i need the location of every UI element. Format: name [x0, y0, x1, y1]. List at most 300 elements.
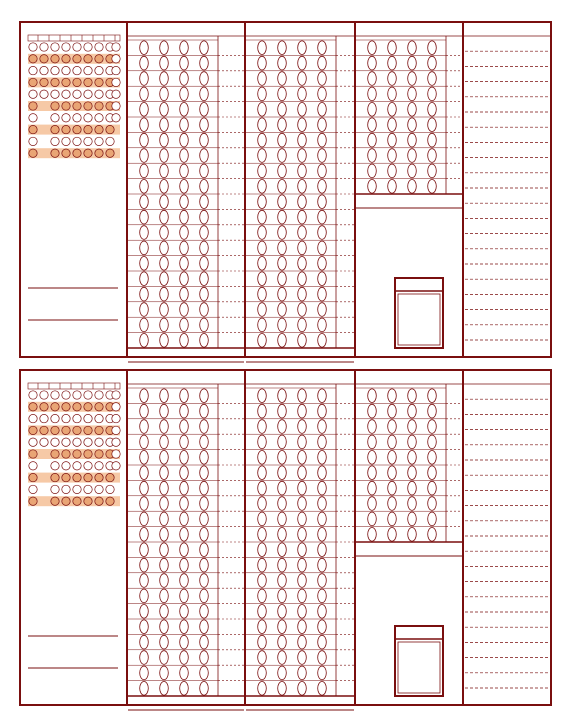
choice-bubble[interactable] [428, 118, 437, 132]
choice-bubble[interactable] [160, 528, 169, 542]
mark-bubble[interactable] [95, 403, 103, 411]
choice-bubble[interactable] [140, 303, 149, 317]
choice-bubble[interactable] [278, 41, 287, 55]
choice-bubble[interactable] [318, 682, 327, 696]
choice-bubble[interactable] [140, 334, 149, 348]
choice-bubble[interactable] [278, 420, 287, 434]
choice-bubble[interactable] [318, 466, 327, 480]
choice-bubble[interactable] [258, 682, 267, 696]
choice-bubble[interactable] [258, 164, 267, 178]
mark-bubble[interactable] [62, 43, 70, 51]
choice-bubble[interactable] [160, 389, 169, 403]
mark-bubble[interactable] [29, 55, 37, 63]
choice-bubble[interactable] [258, 451, 267, 465]
choice-bubble[interactable] [318, 195, 327, 209]
choice-bubble[interactable] [388, 435, 397, 449]
choice-bubble[interactable] [368, 389, 377, 403]
choice-bubble[interactable] [278, 451, 287, 465]
choice-bubble[interactable] [200, 512, 209, 526]
choice-bubble[interactable] [258, 287, 267, 301]
mark-bubble[interactable] [73, 125, 81, 133]
choice-bubble[interactable] [140, 666, 149, 680]
choice-bubble[interactable] [318, 334, 327, 348]
choice-bubble[interactable] [388, 164, 397, 178]
choice-bubble[interactable] [140, 466, 149, 480]
mark-bubble[interactable] [95, 149, 103, 157]
mark-bubble[interactable] [29, 102, 37, 110]
choice-bubble[interactable] [278, 87, 287, 101]
choice-bubble[interactable] [160, 497, 169, 511]
mark-bubble[interactable] [40, 66, 48, 74]
choice-bubble[interactable] [200, 682, 209, 696]
choice-bubble[interactable] [160, 103, 169, 117]
mark-bubble[interactable] [29, 137, 37, 145]
choice-bubble[interactable] [258, 41, 267, 55]
choice-bubble[interactable] [180, 103, 189, 117]
mark-bubble[interactable] [84, 137, 92, 145]
choice-bubble[interactable] [298, 528, 307, 542]
choice-bubble[interactable] [258, 481, 267, 495]
choice-bubble[interactable] [200, 303, 209, 317]
choice-bubble[interactable] [160, 404, 169, 418]
choice-bubble[interactable] [318, 651, 327, 665]
choice-bubble[interactable] [298, 466, 307, 480]
choice-bubble[interactable] [258, 497, 267, 511]
mark-bubble[interactable] [51, 403, 59, 411]
mark-bubble[interactable] [29, 90, 37, 98]
mark-bubble[interactable] [84, 90, 92, 98]
mark-bubble[interactable] [62, 403, 70, 411]
choice-bubble[interactable] [140, 195, 149, 209]
choice-bubble[interactable] [368, 404, 377, 418]
choice-bubble[interactable] [180, 118, 189, 132]
choice-bubble[interactable] [278, 528, 287, 542]
choice-bubble[interactable] [318, 56, 327, 70]
choice-bubble[interactable] [140, 605, 149, 619]
mark-bubble[interactable] [95, 114, 103, 122]
mark-bubble[interactable] [73, 497, 81, 505]
choice-bubble[interactable] [278, 435, 287, 449]
choice-bubble[interactable] [388, 404, 397, 418]
choice-bubble[interactable] [180, 56, 189, 70]
choice-bubble[interactable] [200, 334, 209, 348]
choice-bubble[interactable] [160, 180, 169, 194]
choice-bubble[interactable] [408, 41, 417, 55]
choice-bubble[interactable] [180, 404, 189, 418]
choice-bubble[interactable] [318, 41, 327, 55]
choice-bubble[interactable] [428, 180, 437, 194]
choice-bubble[interactable] [180, 512, 189, 526]
mark-bubble[interactable] [84, 43, 92, 51]
choice-bubble[interactable] [318, 635, 327, 649]
mark-bubble[interactable] [62, 497, 70, 505]
choice-bubble[interactable] [368, 497, 377, 511]
choice-bubble[interactable] [180, 466, 189, 480]
choice-bubble[interactable] [200, 41, 209, 55]
choice-bubble[interactable] [140, 635, 149, 649]
choice-bubble[interactable] [258, 589, 267, 603]
mark-bubble[interactable] [40, 43, 48, 51]
choice-bubble[interactable] [298, 56, 307, 70]
choice-bubble[interactable] [140, 389, 149, 403]
choice-bubble[interactable] [200, 481, 209, 495]
mark-bubble[interactable] [73, 78, 81, 86]
choice-bubble[interactable] [200, 435, 209, 449]
mark-bubble[interactable] [29, 78, 37, 86]
mark-bubble[interactable] [51, 137, 59, 145]
choice-bubble[interactable] [200, 404, 209, 418]
choice-bubble[interactable] [278, 512, 287, 526]
mark-bubble[interactable] [62, 462, 70, 470]
choice-bubble[interactable] [388, 56, 397, 70]
mark-bubble[interactable] [84, 414, 92, 422]
mark-bubble[interactable] [62, 66, 70, 74]
choice-bubble[interactable] [298, 164, 307, 178]
choice-bubble[interactable] [200, 389, 209, 403]
choice-bubble[interactable] [160, 589, 169, 603]
choice-bubble[interactable] [160, 118, 169, 132]
choice-bubble[interactable] [278, 149, 287, 163]
choice-bubble[interactable] [180, 87, 189, 101]
mark-bubble[interactable] [84, 114, 92, 122]
choice-bubble[interactable] [180, 303, 189, 317]
choice-bubble[interactable] [298, 287, 307, 301]
choice-bubble[interactable] [180, 149, 189, 163]
mark-bubble[interactable] [84, 426, 92, 434]
choice-bubble[interactable] [388, 389, 397, 403]
choice-bubble[interactable] [200, 543, 209, 557]
mark-bubble[interactable] [62, 114, 70, 122]
mark-bubble[interactable] [62, 473, 70, 481]
choice-bubble[interactable] [408, 420, 417, 434]
choice-bubble[interactable] [180, 210, 189, 224]
mark-bubble[interactable] [95, 43, 103, 51]
mark-bubble[interactable] [51, 426, 59, 434]
choice-bubble[interactable] [428, 451, 437, 465]
mark-bubble[interactable] [84, 497, 92, 505]
choice-bubble[interactable] [408, 404, 417, 418]
choice-bubble[interactable] [258, 420, 267, 434]
choice-bubble[interactable] [200, 318, 209, 332]
choice-bubble[interactable] [388, 528, 397, 542]
choice-bubble[interactable] [160, 635, 169, 649]
choice-bubble[interactable] [428, 87, 437, 101]
choice-bubble[interactable] [200, 226, 209, 240]
choice-bubble[interactable] [180, 180, 189, 194]
mark-bubble[interactable] [29, 391, 37, 399]
choice-bubble[interactable] [180, 287, 189, 301]
choice-bubble[interactable] [160, 574, 169, 588]
choice-bubble[interactable] [180, 497, 189, 511]
choice-bubble[interactable] [258, 72, 267, 86]
choice-bubble[interactable] [298, 41, 307, 55]
mark-bubble[interactable] [51, 497, 59, 505]
choice-bubble[interactable] [278, 210, 287, 224]
choice-bubble[interactable] [160, 605, 169, 619]
choice-bubble[interactable] [298, 404, 307, 418]
mark-bubble[interactable] [73, 90, 81, 98]
mark-bubble[interactable] [40, 403, 48, 411]
choice-bubble[interactable] [140, 543, 149, 557]
mark-bubble[interactable] [73, 462, 81, 470]
choice-bubble[interactable] [140, 512, 149, 526]
choice-bubble[interactable] [180, 272, 189, 286]
choice-bubble[interactable] [180, 389, 189, 403]
choice-bubble[interactable] [180, 558, 189, 572]
choice-bubble[interactable] [160, 666, 169, 680]
choice-bubble[interactable] [258, 226, 267, 240]
mark-bubble[interactable] [84, 66, 92, 74]
choice-bubble[interactable] [318, 605, 327, 619]
choice-bubble[interactable] [318, 497, 327, 511]
choice-bubble[interactable] [258, 210, 267, 224]
choice-bubble[interactable] [278, 272, 287, 286]
choice-bubble[interactable] [278, 481, 287, 495]
choice-bubble[interactable] [258, 651, 267, 665]
choice-bubble[interactable] [278, 103, 287, 117]
choice-bubble[interactable] [428, 435, 437, 449]
mark-bubble[interactable] [29, 43, 37, 51]
choice-bubble[interactable] [140, 420, 149, 434]
choice-bubble[interactable] [428, 56, 437, 70]
choice-bubble[interactable] [140, 87, 149, 101]
choice-bubble[interactable] [140, 272, 149, 286]
choice-bubble[interactable] [298, 420, 307, 434]
choice-bubble[interactable] [160, 651, 169, 665]
mark-bubble[interactable] [51, 66, 59, 74]
choice-bubble[interactable] [298, 226, 307, 240]
mark-bubble[interactable] [62, 149, 70, 157]
choice-bubble[interactable] [278, 635, 287, 649]
mark-bubble[interactable] [95, 414, 103, 422]
choice-bubble[interactable] [368, 56, 377, 70]
mark-bubble[interactable] [84, 462, 92, 470]
choice-bubble[interactable] [318, 241, 327, 255]
check-letter-bubble[interactable] [112, 426, 120, 434]
choice-bubble[interactable] [140, 404, 149, 418]
choice-bubble[interactable] [318, 87, 327, 101]
choice-bubble[interactable] [258, 87, 267, 101]
choice-bubble[interactable] [160, 543, 169, 557]
mark-bubble[interactable] [51, 485, 59, 493]
mark-bubble[interactable] [40, 78, 48, 86]
choice-bubble[interactable] [180, 226, 189, 240]
choice-bubble[interactable] [318, 589, 327, 603]
choice-bubble[interactable] [318, 226, 327, 240]
choice-bubble[interactable] [408, 528, 417, 542]
mark-bubble[interactable] [40, 414, 48, 422]
choice-bubble[interactable] [140, 574, 149, 588]
choice-bubble[interactable] [428, 72, 437, 86]
check-letter-bubble[interactable] [112, 90, 120, 98]
choice-bubble[interactable] [140, 682, 149, 696]
choice-bubble[interactable] [428, 164, 437, 178]
choice-bubble[interactable] [278, 287, 287, 301]
choice-bubble[interactable] [180, 682, 189, 696]
check-letter-bubble[interactable] [112, 462, 120, 470]
mark-bubble[interactable] [29, 462, 37, 470]
choice-bubble[interactable] [258, 620, 267, 634]
choice-bubble[interactable] [428, 512, 437, 526]
choice-bubble[interactable] [140, 241, 149, 255]
choice-bubble[interactable] [278, 466, 287, 480]
choice-bubble[interactable] [298, 149, 307, 163]
mark-bubble[interactable] [73, 102, 81, 110]
check-letter-bubble[interactable] [112, 43, 120, 51]
choice-bubble[interactable] [408, 118, 417, 132]
choice-bubble[interactable] [408, 512, 417, 526]
choice-bubble[interactable] [200, 257, 209, 271]
mark-bubble[interactable] [73, 137, 81, 145]
choice-bubble[interactable] [278, 195, 287, 209]
choice-bubble[interactable] [408, 87, 417, 101]
choice-bubble[interactable] [368, 420, 377, 434]
mark-bubble[interactable] [29, 426, 37, 434]
mark-bubble[interactable] [29, 438, 37, 446]
choice-bubble[interactable] [368, 481, 377, 495]
choice-bubble[interactable] [368, 41, 377, 55]
mark-bubble[interactable] [51, 450, 59, 458]
mark-bubble[interactable] [51, 438, 59, 446]
mark-bubble[interactable] [84, 149, 92, 157]
choice-bubble[interactable] [298, 133, 307, 147]
mark-bubble[interactable] [95, 66, 103, 74]
mark-bubble[interactable] [29, 114, 37, 122]
choice-bubble[interactable] [160, 682, 169, 696]
choice-bubble[interactable] [258, 528, 267, 542]
choice-bubble[interactable] [318, 389, 327, 403]
choice-bubble[interactable] [140, 589, 149, 603]
choice-bubble[interactable] [298, 180, 307, 194]
choice-bubble[interactable] [200, 635, 209, 649]
choice-bubble[interactable] [298, 651, 307, 665]
choice-bubble[interactable] [298, 435, 307, 449]
choice-bubble[interactable] [318, 481, 327, 495]
mark-bubble[interactable] [62, 90, 70, 98]
mark-bubble[interactable] [62, 426, 70, 434]
choice-bubble[interactable] [388, 451, 397, 465]
choice-bubble[interactable] [160, 620, 169, 634]
choice-bubble[interactable] [180, 451, 189, 465]
mark-bubble[interactable] [29, 485, 37, 493]
choice-bubble[interactable] [368, 180, 377, 194]
choice-bubble[interactable] [388, 87, 397, 101]
choice-bubble[interactable] [278, 589, 287, 603]
choice-bubble[interactable] [368, 435, 377, 449]
choice-bubble[interactable] [318, 164, 327, 178]
choice-bubble[interactable] [160, 87, 169, 101]
choice-bubble[interactable] [318, 666, 327, 680]
choice-bubble[interactable] [278, 257, 287, 271]
choice-bubble[interactable] [318, 543, 327, 557]
choice-bubble[interactable] [278, 164, 287, 178]
choice-bubble[interactable] [388, 103, 397, 117]
choice-bubble[interactable] [140, 497, 149, 511]
choice-bubble[interactable] [298, 574, 307, 588]
choice-bubble[interactable] [160, 318, 169, 332]
choice-bubble[interactable] [388, 497, 397, 511]
choice-bubble[interactable] [200, 420, 209, 434]
choice-bubble[interactable] [368, 528, 377, 542]
choice-bubble[interactable] [388, 118, 397, 132]
choice-bubble[interactable] [160, 512, 169, 526]
choice-bubble[interactable] [278, 226, 287, 240]
choice-bubble[interactable] [428, 528, 437, 542]
choice-bubble[interactable] [318, 272, 327, 286]
choice-bubble[interactable] [160, 149, 169, 163]
choice-bubble[interactable] [200, 56, 209, 70]
choice-bubble[interactable] [200, 180, 209, 194]
choice-bubble[interactable] [318, 574, 327, 588]
choice-bubble[interactable] [318, 133, 327, 147]
mark-bubble[interactable] [40, 90, 48, 98]
mark-bubble[interactable] [62, 391, 70, 399]
choice-bubble[interactable] [258, 558, 267, 572]
score-entry-field[interactable] [398, 642, 440, 693]
choice-bubble[interactable] [140, 103, 149, 117]
mark-bubble[interactable] [95, 450, 103, 458]
check-letter-bubble[interactable] [112, 391, 120, 399]
choice-bubble[interactable] [140, 164, 149, 178]
choice-bubble[interactable] [180, 318, 189, 332]
choice-bubble[interactable] [298, 303, 307, 317]
choice-bubble[interactable] [388, 149, 397, 163]
mark-bubble[interactable] [29, 414, 37, 422]
score-entry-field[interactable] [398, 294, 440, 345]
choice-bubble[interactable] [368, 164, 377, 178]
choice-bubble[interactable] [408, 56, 417, 70]
choice-bubble[interactable] [318, 103, 327, 117]
choice-bubble[interactable] [258, 389, 267, 403]
choice-bubble[interactable] [160, 435, 169, 449]
mark-bubble[interactable] [95, 462, 103, 470]
mark-bubble[interactable] [51, 55, 59, 63]
choice-bubble[interactable] [278, 574, 287, 588]
choice-bubble[interactable] [298, 451, 307, 465]
choice-bubble[interactable] [318, 435, 327, 449]
mark-bubble[interactable] [95, 137, 103, 145]
choice-bubble[interactable] [278, 682, 287, 696]
choice-bubble[interactable] [140, 620, 149, 634]
mark-bubble[interactable] [95, 55, 103, 63]
mark-bubble[interactable] [51, 391, 59, 399]
check-letter-bubble[interactable] [112, 114, 120, 122]
choice-bubble[interactable] [318, 404, 327, 418]
choice-bubble[interactable] [388, 72, 397, 86]
mark-bubble[interactable] [95, 90, 103, 98]
choice-bubble[interactable] [318, 558, 327, 572]
choice-bubble[interactable] [408, 149, 417, 163]
choice-bubble[interactable] [180, 620, 189, 634]
choice-bubble[interactable] [258, 666, 267, 680]
choice-bubble[interactable] [298, 257, 307, 271]
choice-bubble[interactable] [180, 543, 189, 557]
mark-bubble[interactable] [73, 485, 81, 493]
choice-bubble[interactable] [278, 620, 287, 634]
mark-bubble[interactable] [73, 149, 81, 157]
choice-bubble[interactable] [258, 318, 267, 332]
choice-bubble[interactable] [160, 210, 169, 224]
mark-bubble[interactable] [73, 391, 81, 399]
choice-bubble[interactable] [318, 118, 327, 132]
choice-bubble[interactable] [180, 133, 189, 147]
mark-bubble[interactable] [62, 414, 70, 422]
choice-bubble[interactable] [140, 528, 149, 542]
choice-bubble[interactable] [140, 41, 149, 55]
choice-bubble[interactable] [180, 41, 189, 55]
choice-bubble[interactable] [278, 56, 287, 70]
choice-bubble[interactable] [278, 404, 287, 418]
